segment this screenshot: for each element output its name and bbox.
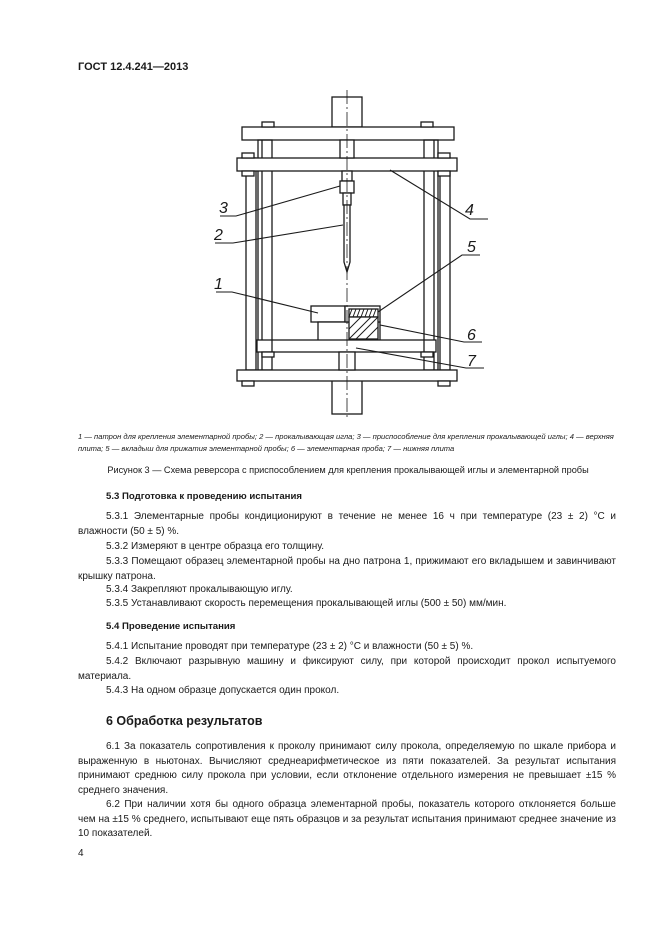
paragraph-5-3-4: 5.3.4 Закрепляют прокалывающую иглу. (106, 584, 293, 595)
label-2: 2 (214, 227, 223, 244)
label-1: 1 (214, 276, 223, 293)
paragraph-5-3-5: 5.3.5 Устанавливают скорость перемещения прокалывающей иглы (500 ± 50) мм/мин. (106, 598, 507, 609)
figure-legend: 1 — патрон для крепления элементарной пробы; 2 — прокалывающая игла; 3 — приспособление для крепления прокалывающей иглы; 4 — верхняя плита; 5 — вкладыш для прижатия элементарной пробы; 6 — элементарная проба; 7 — нижняя плита (78, 432, 614, 453)
paragraph-5-3-2: 5.3.2 Измеряют в центре образца его толщину. (106, 541, 325, 552)
paragraph-6-1: 6.1 За показатель сопротивления к проколу принимают силу прокола, определяемую по шкале прибора и выраженную в ньютонах. Вычисляют среднеарифметическое из пяти показателей. За результат испытания принимают среднюю силу прокола при условии, если отклонение отдельного измерения не превышает ±15 % среднего значения. (78, 741, 616, 796)
page-number: 4 (78, 848, 84, 859)
top-crossbar (242, 127, 454, 140)
paragraph-5-4-2: 5.4.2 Включают разрывную машину и фиксируют силу, при которой происходит прокол испытуемого материала. (78, 656, 616, 682)
paragraph-5-3-3: 5.3.3 Помещают образец элементарной пробы на дно патрона 1, прижимают его вкладышем и завинчивают крышку патрона. (78, 556, 616, 582)
section-5-4-heading: 5.4 Проведение испытания (106, 621, 236, 632)
section-5-3-heading: 5.3 Подготовка к проведению испытания (106, 491, 302, 502)
label-7: 7 (467, 353, 476, 370)
document-header: ГОСТ 12.4.241—2013 (78, 61, 189, 73)
paragraph-6-2: 6.2 При наличии хотя бы одного образца элементарной пробы, показатель которого отклоняется больше чем на ±15 % среднего, испытывают еще пять образцов и за результат испытания принимают среднее значение из 10 показателей. (78, 799, 616, 839)
label-5: 5 (467, 239, 476, 256)
lower-plate (257, 340, 436, 352)
section-6-heading: 6 Обработка результатов (106, 714, 263, 728)
label-4: 4 (465, 202, 474, 219)
paragraph-5-4-1: 5.4.1 Испытание проводят при температуре (23 ± 2) °С и влажности (50 ± 5) %. (106, 641, 474, 652)
label-6: 6 (467, 327, 476, 344)
cartridge (311, 306, 345, 322)
label-3: 3 (219, 200, 228, 217)
figure-caption: Рисунок 3 — Схема реверсора с приспособлением для крепления прокалывающей иглы и элементарной пробы (107, 465, 589, 475)
paragraph-5-4-3: 5.4.3 На одном образце допускается один прокол. (106, 685, 340, 696)
reversor-diagram (200, 88, 490, 420)
sample (349, 317, 378, 339)
paragraph-5-3-1: 5.3.1 Элементарные пробы кондиционируют в течение не менее 16 ч при температуре (23 ± 2) °С и влажности (50 ± 5) %. (78, 511, 616, 537)
